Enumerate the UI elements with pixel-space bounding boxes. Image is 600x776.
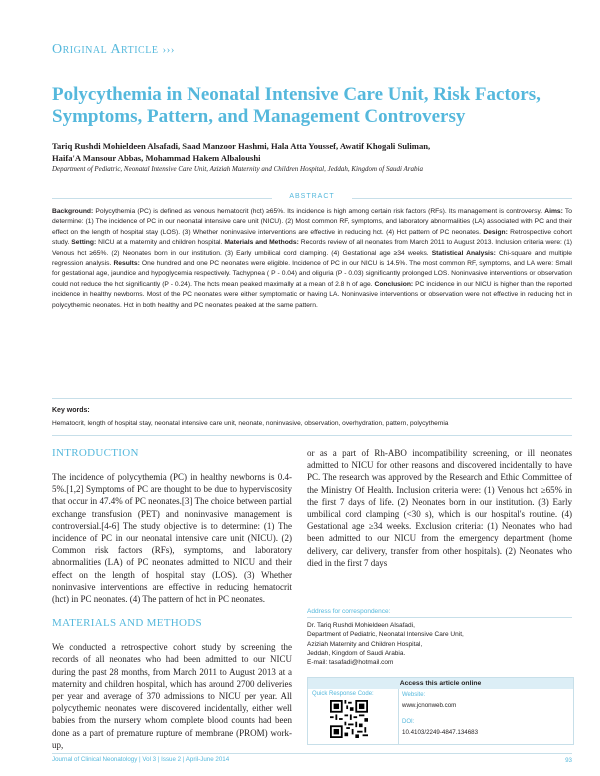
qr-label: Quick Response Code: <box>312 691 374 697</box>
abstract-header <box>52 193 572 203</box>
authors-line-2: Haifa'A Mansour Abbas, Mohammad Hakem Albaloushi <box>52 153 261 163</box>
affiliation: Department of Pediatric, Neonatal Intensive Care Unit, Aziziah Maternity and Children Hospital, Jeddah, Kingdom of Saudi Arabia <box>52 165 423 173</box>
abstract-background-label: Background: <box>52 208 94 215</box>
methods-continued-paragraph: or as a part of Rh-ABO incompatibility screening, or ill neonates admitted to NICU for other reasons and discovered incidentally to have PC. The research was approved by the Research and Ethic Committee of the Ministry Of Health. Inclusion criteria were: (1) Venous hct ≥65% in the first 7 days of life. (2) Neonates born in our institution. (3) Early umbilical cord clamping (<30 s), which is our hospital's routine. (4) Gestational age ≥34 weeks. Exclusion criteria: (1) Neonates who had been admitted to our NICU from the emergency department (home delivery, car delivery, transfer from other hospitals). (2) Neonates who died in the first 7 days <box>307 448 572 568</box>
access-heading: Access this article online <box>308 678 573 689</box>
abstract-aims-label: Aims: <box>544 208 563 215</box>
abstract-conclusion-label: Conclusion: <box>374 280 414 288</box>
article-title: Polycythemia in Neonatal Intensive Care Unit, Risk Factors, Symptoms, Pattern, and Management Controversy <box>52 84 541 127</box>
correspondence-hospital: Aziziah Maternity and Children Hospital, <box>307 640 423 648</box>
keywords-heading: Key words: <box>52 407 90 414</box>
abstract-setting: NICU at a maternity and children hospital. <box>96 239 225 247</box>
correspondence-dept: Department of Pediatric, Neonatal Intensive Care Unit, <box>307 631 464 639</box>
chevrons-icon: ››› <box>162 44 175 56</box>
abstract-background: Polycythemia (PC) is defined as venous hematocrit (hct) ≥65%. Its incidence is high among certain risk factors (RFs). Its management is controversy. <box>93 208 545 215</box>
intro-heading: INTRODUCTION <box>52 447 139 459</box>
website-label: Website: <box>402 692 426 698</box>
footer-journal: Journal of Clinical Neonatology | Vol 3 | Issue 2 | April-June 2014 <box>52 756 230 763</box>
access-divider <box>398 689 399 744</box>
correspondence-city: Jeddah, Kingdom of Saudi Arabia. <box>307 649 406 657</box>
correspondence-email[interactable]: E-mail: tasafadi@hotmail.com <box>307 659 394 667</box>
abstract-stats: Chi-square and multiple regression analysis. <box>52 249 572 268</box>
section-label-text: Original Article <box>52 42 159 57</box>
abstract-design-label: Design: <box>483 228 508 236</box>
abstract-methods: Records review of all neonates from March 2011 to August 2013. Inclusion criteria were: (1) Venous hct ≥65%. (2) Neonates born in our institution. (3) Early umbilical cord clamping. (4) Gestational age ≥34 weeks. <box>52 239 573 257</box>
column-right <box>307 447 572 569</box>
section-label <box>52 42 175 58</box>
website-link[interactable]: www.jcnonweb.com <box>402 702 457 709</box>
methods-heading: MATERIALS AND METHODS <box>52 617 202 630</box>
abstract-setting-label: Setting: <box>71 239 97 247</box>
abstract-methods-label: Materials and Methods: <box>224 239 299 247</box>
correspondence-heading: Address for correspondence: <box>307 607 572 618</box>
abstract-heading: ABSTRACT <box>289 193 335 200</box>
correspondence-name: Dr. Tariq Rushdi Mohieldeen Alsafadi, <box>307 622 415 630</box>
abstract-results-label: Results: <box>113 260 140 268</box>
authors-line-1: Tariq Rushdi Mohieldeen Alsafadi, Saad Manzoor Hashmi, Hala Atta Youssef, Awatif Khogali Suliman, <box>52 141 431 151</box>
abstract-design: Retrospective cohort study. <box>52 228 572 247</box>
abstract-conclusion: PC incidence in our NICU is higher than the reported incidence in healthy newborns. Most of the PC neonates were either symptomatic or having LA. Noninvasive interventions or observation were not effective in reducing hct in polycythemic neonates. Hct in both healthy and PC neonates peaked at the same pattern. <box>52 280 573 309</box>
page-number: 93 <box>565 757 572 764</box>
column-left <box>52 447 292 751</box>
access-online-box <box>307 677 574 745</box>
keywords-text: Hematocrit, length of hospital stay, neonatal intensive care unit, neonate, noninvasive, observation, overhydration, pattern, polycythemia <box>52 420 449 427</box>
authors <box>52 140 572 164</box>
correspondence-block <box>307 607 572 667</box>
qr-code-icon[interactable] <box>330 700 368 738</box>
keywords-box <box>52 398 572 436</box>
abstract-body <box>52 207 572 311</box>
doi-value[interactable]: 10.4103/2249-4847.134683 <box>402 729 479 736</box>
abstract-stats-label: Statistical Analysis: <box>431 249 496 257</box>
methods-paragraph: We conducted a retrospective cohort study by screening the records of all neonates who had been admitted to our NICU during the past 28 months, from March 2011 to August 2013 at a maternity and children hospital, which has around 2700 deliveries per year and average of 370 admissions to NICU per year. All polycythemic neonates were discovered incidentally, either well babies from the nursery whom complete blood counts had been done as a part of premature rupture of membrane (PROM) work-up, <box>52 642 292 750</box>
abstract-aims: To determine: (1) The incidence of PC in our neonatal intensive care unit (NICU). (2) Most common RF, symptoms, and laboratory abnormalities (LA) associated with PC and their effect on the length of hospital stay (LOS). (3) Whether noninvasive interventions are effective in reducing hct. (4) Hct pattern of PC neonates. <box>52 208 572 236</box>
doi-label: DOI: <box>402 719 415 725</box>
intro-paragraph: The incidence of polycythemia (PC) in healthy newborns is 0.4-5%.[1,2] Symptoms of PC are thought to be due to hyperviscosity that occur in 47.4% of PC neonates.[3] The choice between partial exchange transfusion (PET) and noninvasive management is controversial.[4-6] The study objective is to determine: (1) The incidence of PC in our neonatal intensive care unit (NICU). (2) Common risk factors (RFs), symptoms, and laboratory abnormalities (LA) of PC neonates admitted to NICU and their effect on the length of hospital stay (LOS). (3) Whether noninvasive interventions are effective in reducing hematocrit (hct) in PC neonates. (4) The pattern of hct in PC neonates. <box>52 472 292 605</box>
abstract-results: One hundred and one PC neonates were eligible. Incidence of PC in our NICU is 14.5%. The most common RF, symptoms, and LA were: Small for gestational age, jaundice and hypoglycemia respectively. Tachypnea ( P - 0.04) and oliguria (P - 0.03) significantly prolonged LOS. Noninvasive interventions or observation could not reduce the hct significantly (P - 0.24). The hcts mean peaked maximally at a mean of 2.8 h of age. <box>52 260 572 288</box>
page-footer <box>52 753 572 763</box>
